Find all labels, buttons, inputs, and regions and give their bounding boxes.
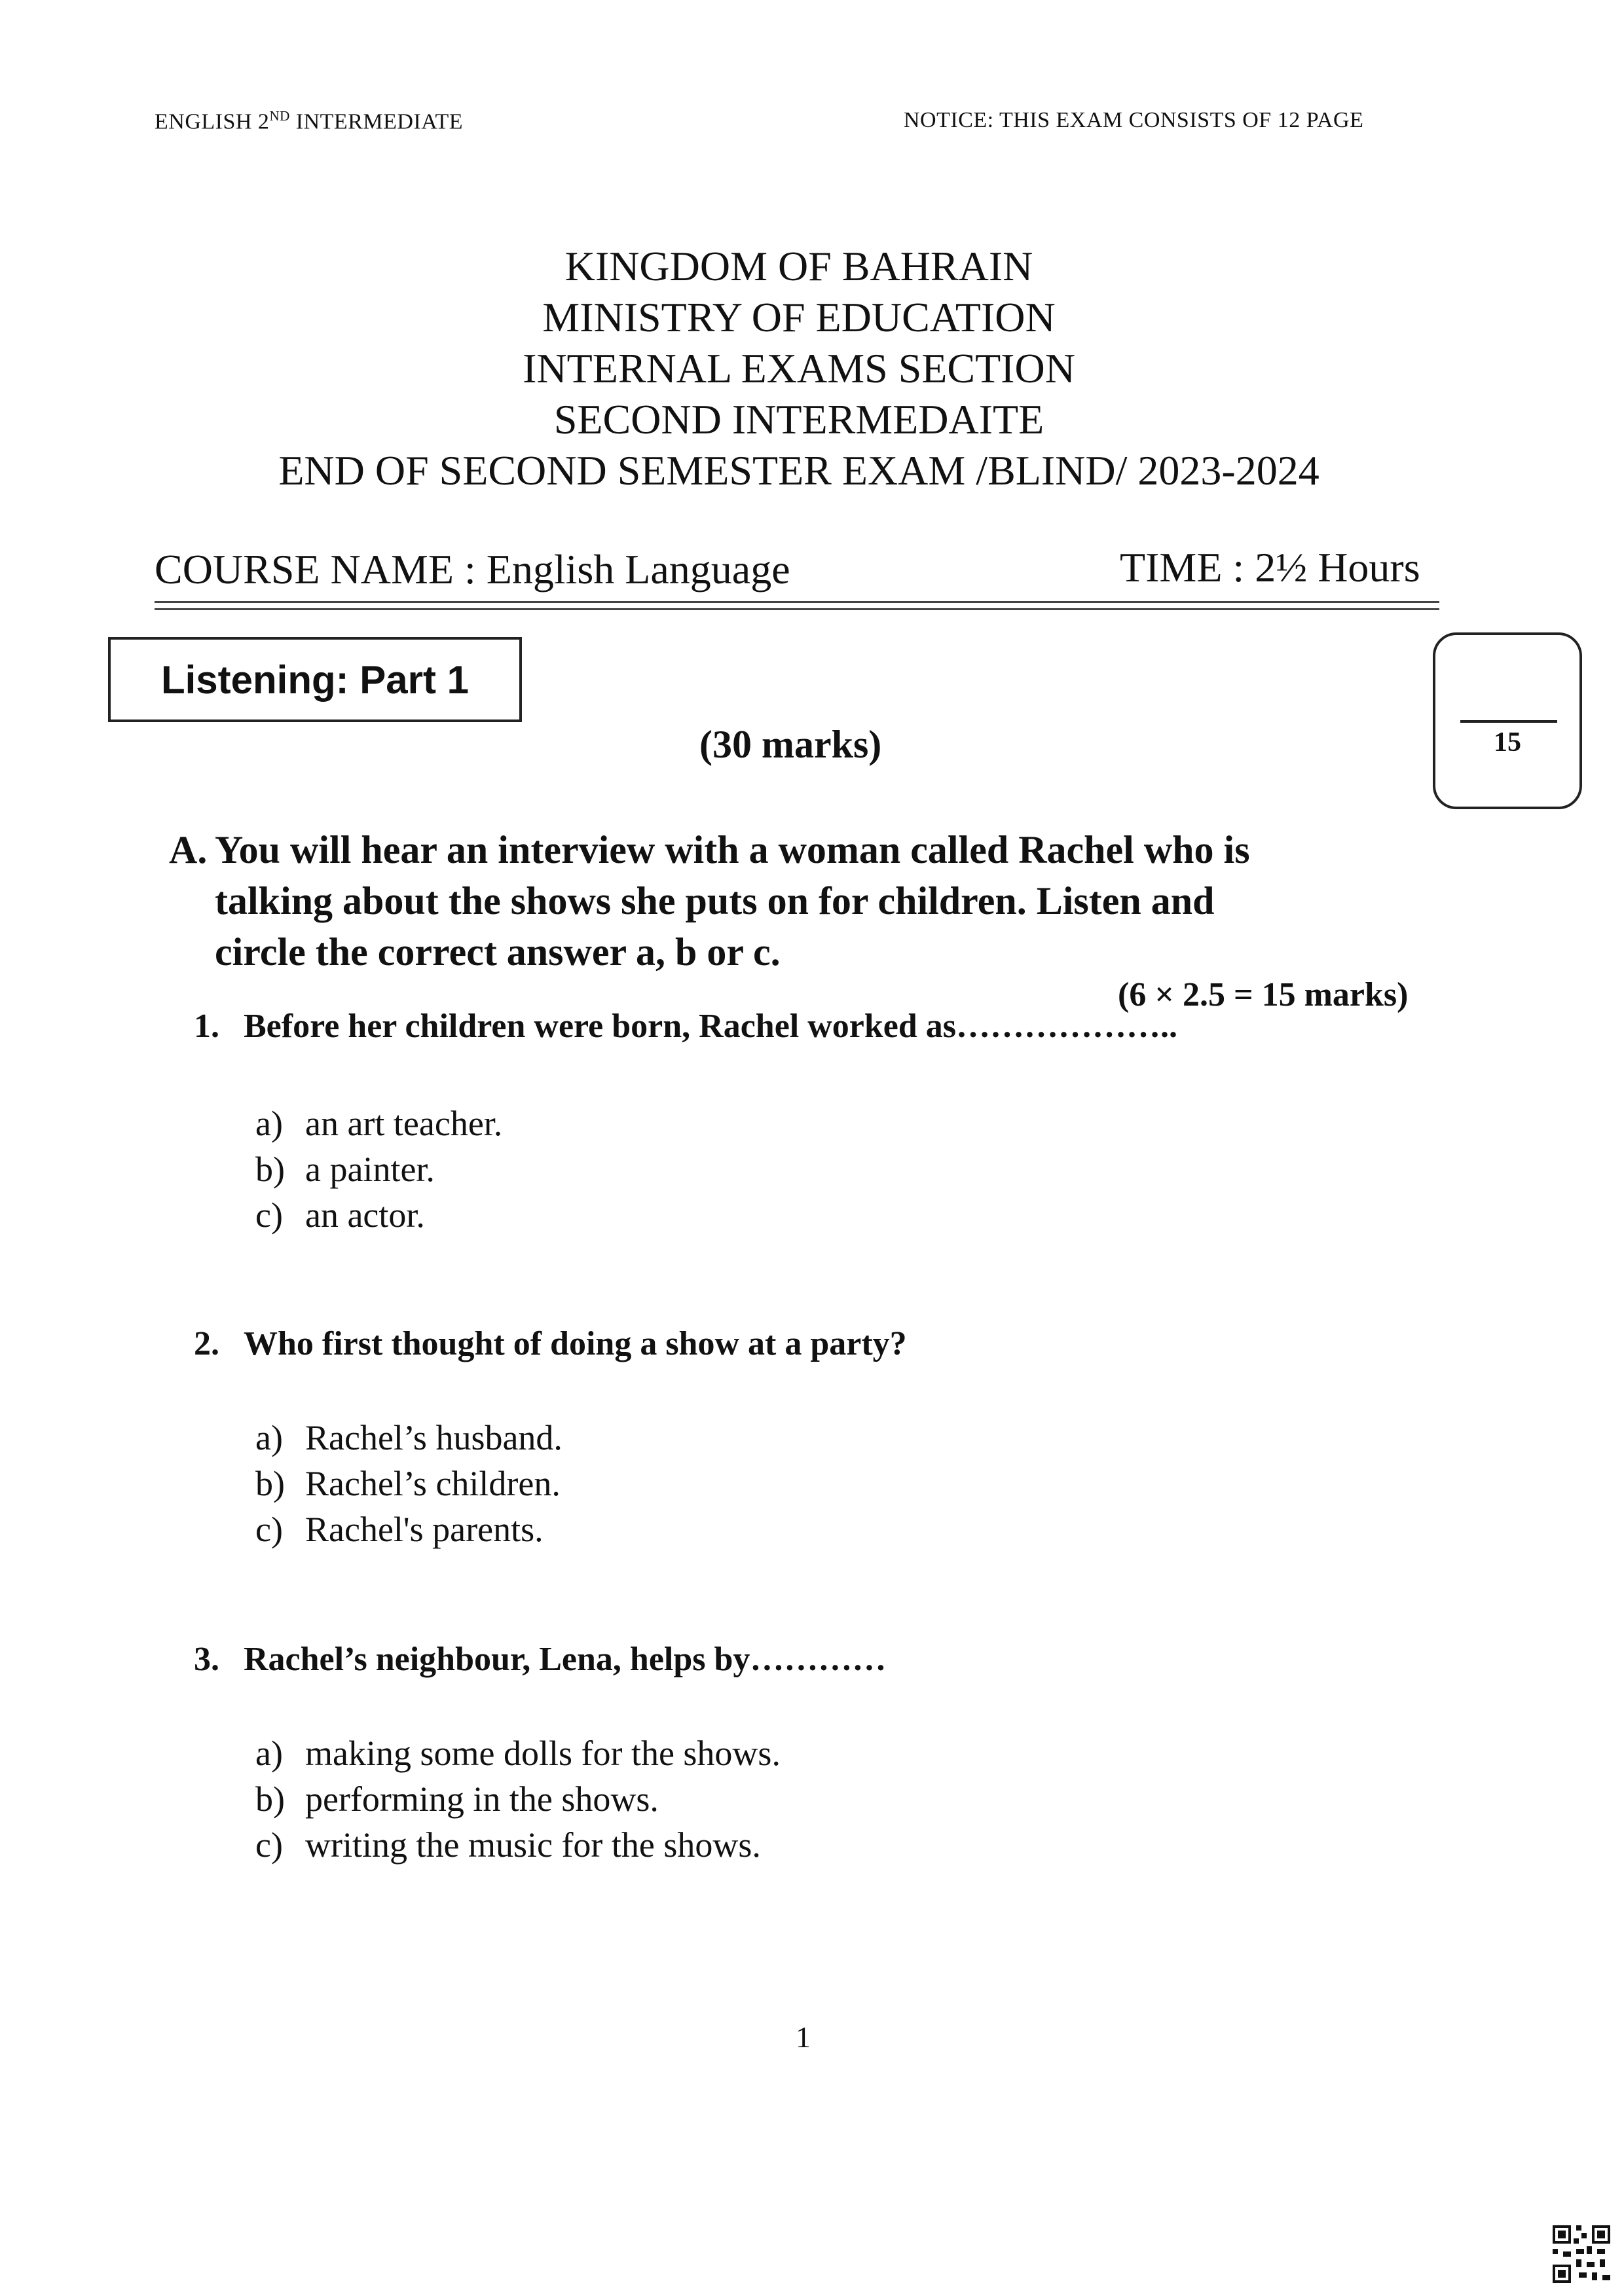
title-line-section: INTERNAL EXAMS SECTION: [523, 345, 1075, 392]
option-text: an actor.: [305, 1195, 425, 1235]
double-divider: [155, 601, 1439, 610]
option-label: b): [255, 1464, 285, 1503]
course-name: COURSE NAME : English Language: [155, 546, 790, 592]
option-text: an art teacher.: [305, 1104, 503, 1143]
option-label: b): [255, 1779, 285, 1819]
option-label: a): [255, 1734, 283, 1773]
page-number: 1: [796, 2020, 811, 2054]
option-text: Rachel’s children.: [305, 1464, 561, 1503]
question-number: 3.: [194, 1641, 219, 1678]
question-number: 2.: [194, 1325, 219, 1362]
part-a-marks: (6 × 2.5 = 15 marks): [1118, 976, 1409, 1013]
option-text: performing in the shows.: [305, 1779, 659, 1819]
title-line-ministry: MINISTRY OF EDUCATION: [542, 294, 1056, 340]
option-text: making some dolls for the shows.: [305, 1734, 781, 1773]
part-a-letter: A.: [169, 828, 208, 871]
section-marks: (30 marks): [699, 723, 882, 766]
option-label: a): [255, 1418, 283, 1457]
exam-time: TIME : 2½ Hours: [1120, 544, 1420, 591]
question-number: 1.: [194, 1008, 219, 1045]
option-label: c): [255, 1825, 283, 1865]
score-total: 15: [1494, 727, 1521, 757]
question-text: Before her children were born, Rachel worked as………………..: [244, 1008, 1178, 1045]
option-text: Rachel’s husband.: [305, 1418, 563, 1457]
option-text: a painter.: [305, 1150, 435, 1189]
question-text: Who first thought of doing a show at a party?: [244, 1325, 907, 1362]
instruction-line: talking about the shows she puts on for children. Listen and: [215, 879, 1215, 922]
exam-titles: [0, 241, 1598, 496]
option-label: c): [255, 1195, 283, 1235]
part-a-instruction: [169, 824, 1413, 977]
header-course-level: ENGLISH 2ND INTERMEDIATE: [155, 108, 464, 134]
section-title-box: [108, 637, 522, 722]
question-text: Rachel’s neighbour, Lena, helps by…………: [244, 1641, 887, 1678]
header-page-notice: NOTICE: THIS EXAM CONSISTS OF 12 PAGE: [904, 108, 1364, 132]
option-text: Rachel's parents.: [305, 1510, 544, 1549]
option-label: a): [255, 1104, 283, 1143]
option-text: writing the music for the shows.: [305, 1825, 761, 1865]
title-line-exam: END OF SECOND SEMESTER EXAM /BLIND/ 2023-2024: [278, 447, 1320, 494]
title-line-grade: SECOND INTERMEDAITE: [553, 396, 1044, 443]
instruction-line: You will hear an interview with a woman called Rachel who is: [215, 828, 1250, 871]
section-title: Listening: Part 1: [160, 657, 470, 702]
qr-code-icon: [1550, 2223, 1613, 2286]
instruction-line: circle the correct answer a, b or c.: [215, 930, 781, 974]
option-label: c): [255, 1510, 283, 1549]
option-label: b): [255, 1150, 285, 1189]
title-line-kingdom: KINGDOM OF BAHRAIN: [564, 243, 1033, 289]
score-blank-line: [1460, 720, 1557, 723]
